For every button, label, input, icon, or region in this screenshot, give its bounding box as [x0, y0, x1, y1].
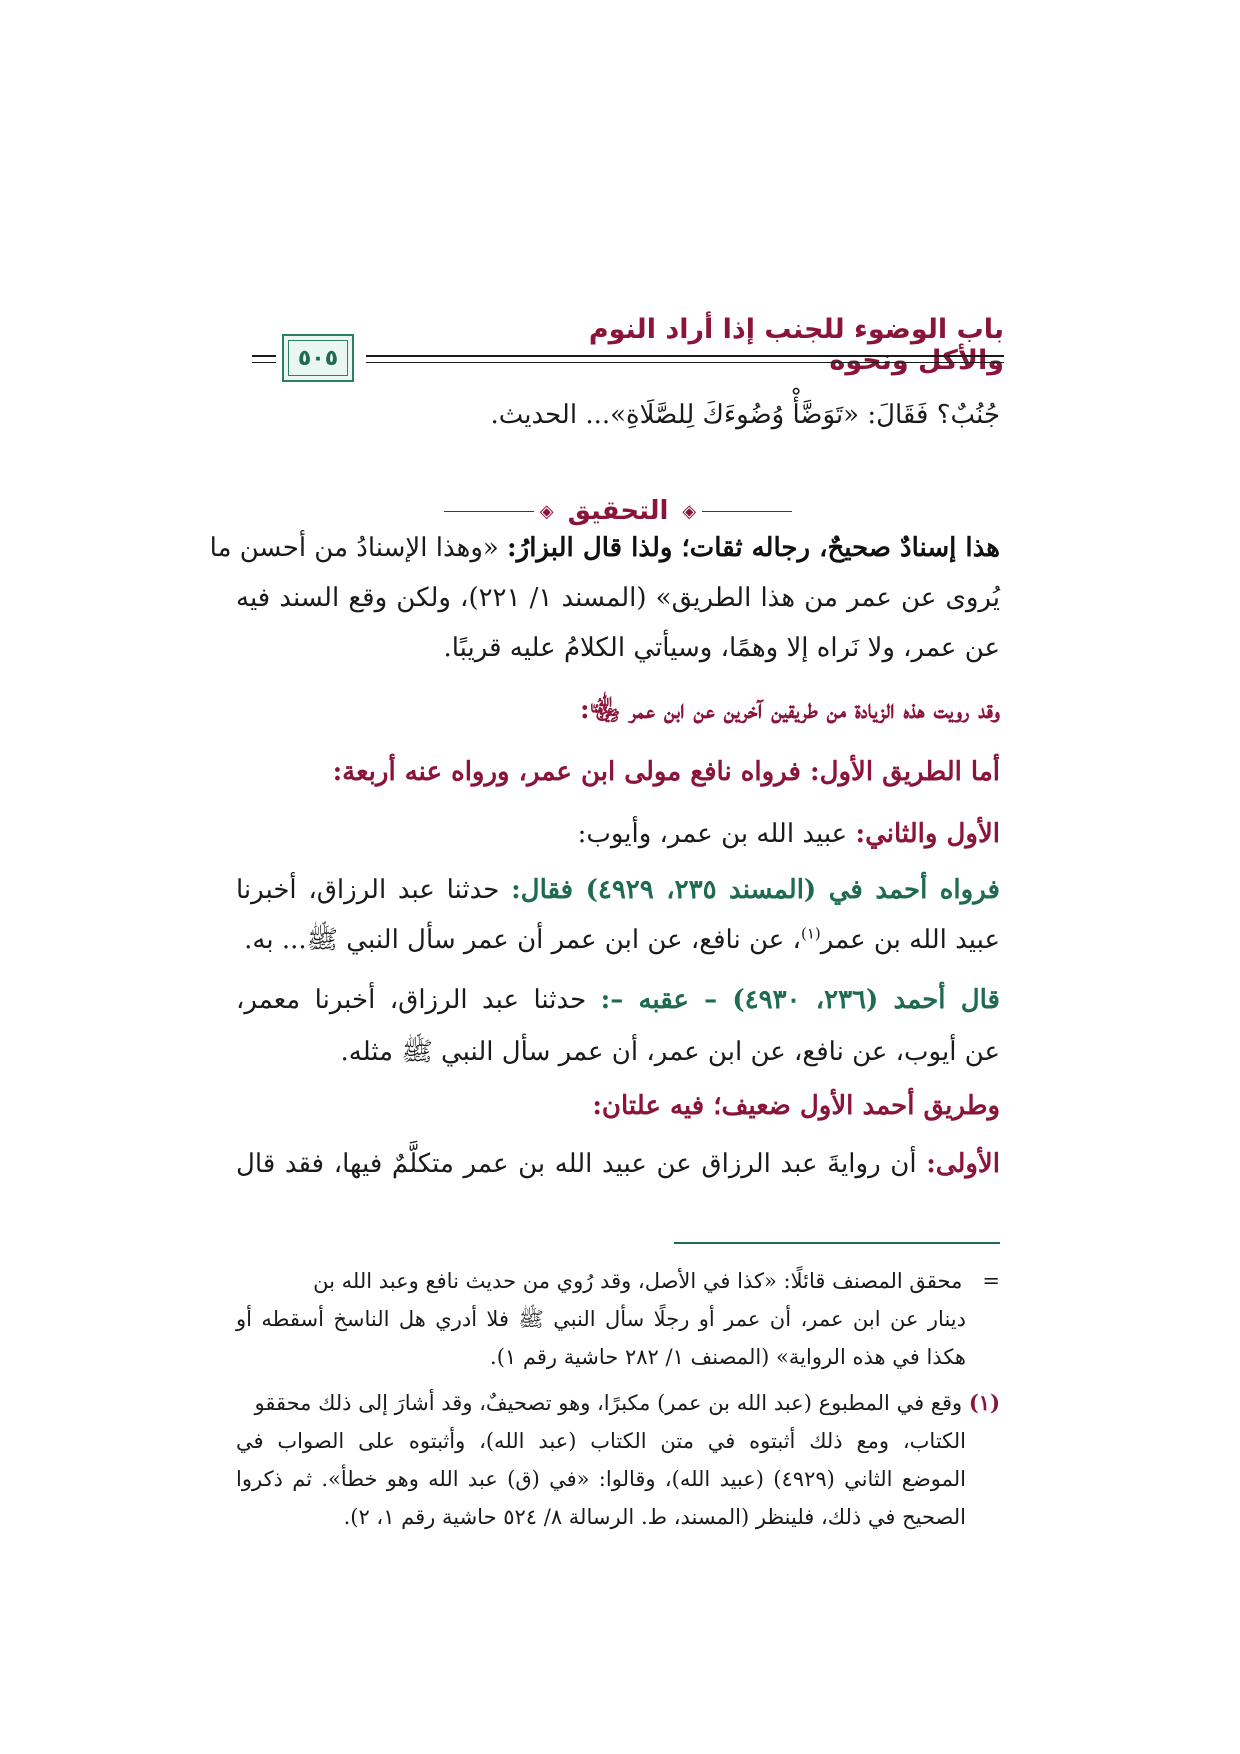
- paragraph-text: ، عن نافع، عن ابن عمر أن عمر سأل النبي ﷺ... به.: [244, 925, 801, 955]
- paragraph-line: [236, 920, 1000, 960]
- header-rule-left-bottom: [252, 362, 276, 363]
- label-first: الأولى:: [926, 1149, 1000, 1179]
- footnote-separator: [674, 1242, 1000, 1244]
- footnote-text: وقع في المطبوع (عبد الله بن عمر) مكبرًا، وهو تصحيفٌ، وقد أشارَ إلى ذلك محققو: [254, 1391, 963, 1415]
- footnote-text: محقق المصنف قائلًا: «كذا في الأصل، وقد رُوي من حديث نافع وعبد الله بن: [313, 1269, 963, 1293]
- citation-lead: قال أحمد (٢٣٦، ٤٩٣٠) – عقبه –:: [600, 985, 1000, 1015]
- footnote-1-line: الموضع الثاني (٤٩٢٩) (عبيد الله)، وقالوا: «في (ق) عبد الله وهو خطأ». ثم ذكروا: [236, 1467, 967, 1491]
- footnote-continuation-line: [236, 1264, 1000, 1298]
- paragraph-line: عن عمر، ولا نَراه إلا وهمًا، وسيأتي الكلامُ عليه قريبًا.: [443, 633, 1000, 663]
- continuation-mark: =: [982, 1269, 1000, 1293]
- footnote-reference[interactable]: (١): [800, 924, 821, 943]
- subheading-two-defects: وطريق أحمد الأول ضعيف؛ فيه علتان:: [592, 1091, 1000, 1121]
- paragraph-text: حدثنا عبد الرزاق، أخبرنا: [236, 875, 512, 905]
- paragraph-line: عن أيوب، عن نافع، عن ابن عمر، أن عمر سأل النبي ﷺ مثله.: [340, 1037, 1000, 1067]
- footnote-1-line: [236, 1386, 1000, 1420]
- footnote-continuation-line: هكذا في هذه الرواية» (المصنف ١/ ٢٨٢ حاشية رقم ١).: [490, 1345, 966, 1369]
- paragraph-text: أن روايةَ عبد الرزاق عن عبيد الله بن عمر متكلَّمٌ فيها، فقد قال: [236, 1149, 927, 1179]
- label-first-second: الأول والثاني:: [855, 819, 1000, 849]
- page-number-badge: [282, 334, 354, 382]
- chapter-title: باب الوضوء للجنب إذا أراد النوم والأكل ونحوه: [588, 314, 1004, 376]
- heading-ornament-line-left: [444, 511, 534, 512]
- section-title: التحقيق: [567, 496, 669, 526]
- footnote-continuation-line: دينار عن ابن عمر، أن عمر أو رجلًا سأل النبي ﷺ فلا أدري هل الناسخ أسقطه أو: [236, 1307, 966, 1331]
- citation-lead: فرواه أحمد في (المسند ٢٣٥، ٤٩٢٩) فقال:: [511, 875, 1000, 905]
- header-rule-top: [366, 355, 1004, 357]
- subheading-riwayat: وقد رويت هذه الزيادة من طريقين آخرين عن ابن عمر ﵄:: [579, 695, 1000, 725]
- paragraph-lead: هذا إسنادٌ صحيحٌ، رجاله ثقات؛ ولذا قال البزارُ:: [507, 533, 1000, 563]
- section-heading: [236, 496, 1000, 526]
- paragraph-line: [236, 814, 1000, 854]
- hadith-ending-line: جُنُبٌ؟ فَقَالَ: «تَوَضَّأْ وُضُوءَكَ لِلصَّلَاةِ»... الحديث.: [490, 400, 1000, 430]
- footnote-1-line: الكتاب، ومع ذلك أثبتوه في متن الكتاب (عبد الله)، وأثبتوه على الصواب في: [236, 1429, 966, 1453]
- heading-ornament-line-right: [702, 511, 792, 512]
- paragraph-line: [236, 980, 1000, 1020]
- paragraph-line: يُروى عن عمر من هذا الطريق» (المسند ١/ ٢٢١)، ولكن وقع السند فيه: [236, 583, 1000, 613]
- paragraph-text: عبيد الله بن عمر، وأيوب:: [577, 819, 856, 849]
- heading-ornament-icon: ◈: [682, 500, 697, 522]
- page-number: ٥٠٥: [297, 345, 339, 371]
- header-rule-left-top: [252, 355, 276, 357]
- paragraph-text: «وهذا الإسنادُ من أحسن ما: [209, 533, 508, 563]
- footnote-1-line: الصحيح في ذلك، فلينظر (المسند، ط. الرسالة ٨/ ٥٢٤ حاشية رقم ١، ٢).: [343, 1505, 966, 1529]
- paragraph-text: حدثنا عبد الرزاق، أخبرنا معمر،: [236, 985, 601, 1015]
- header-rule-bottom: [366, 362, 1004, 363]
- paragraph-text: عبيد الله بن عمر: [820, 925, 1000, 955]
- footnote-1-mark: (١): [968, 1390, 1000, 1415]
- subheading-first-route: أما الطريق الأول: فرواه نافع مولى ابن عمر، ورواه عنه أربعة:: [332, 757, 1000, 787]
- paragraph-line: [209, 528, 1000, 568]
- paragraph-line: [236, 870, 1000, 910]
- paragraph-line: [236, 1144, 1000, 1184]
- heading-ornament-icon: ◈: [539, 500, 554, 522]
